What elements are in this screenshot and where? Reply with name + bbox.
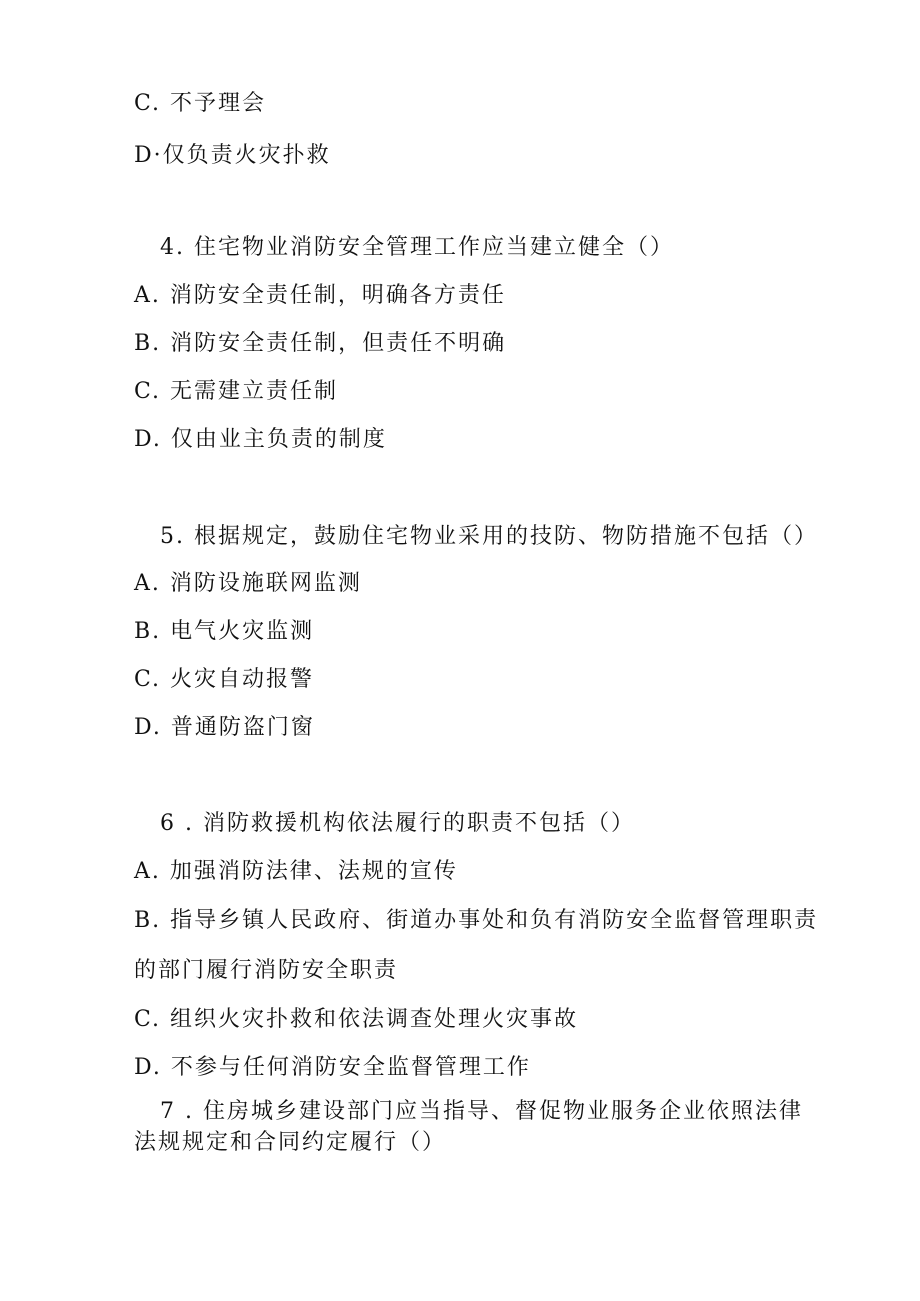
- option-a-q6: A. 加强消防法律、法规的宣传: [134, 859, 458, 884]
- question-4: 4. 住宅物业消防安全管理工作应当建立健全（）: [160, 235, 674, 260]
- option-c-q4: C. 无需建立责任制: [134, 379, 339, 404]
- option-b-q6: B. 指导乡镇人民政府、街道办事处和负有消防安全监督管理职责: [134, 908, 819, 933]
- option-d-q3: D·仅负责火灾扑救: [134, 143, 331, 168]
- option-a-q4: A. 消防安全责任制，明确各方责任: [134, 283, 506, 308]
- option-d-q5: D. 普通防盗门窗: [134, 715, 315, 740]
- question-7: 7 . 住房城乡建设部门应当指导、督促物业服务企业依照法律: [160, 1099, 803, 1124]
- option-b-q5: B. 电气火灾监测: [134, 619, 315, 644]
- option-b-q6-continuation: 的部门履行消防安全职责: [134, 958, 399, 983]
- question-5: 5. 根据规定，鼓励住宅物业采用的技防、物防措施不包括（）: [160, 524, 818, 549]
- question-7-continuation: 法规规定和合同约定履行（）: [134, 1130, 447, 1155]
- question-6: 6 . 消防救援机构依法履行的职责不包括（）: [160, 811, 635, 836]
- option-c-q5: C. 火灾自动报警: [134, 667, 315, 692]
- option-b-q4: B. 消防安全责任制，但责任不明确: [134, 331, 507, 356]
- option-c-q3: C. 不予理会: [134, 91, 267, 116]
- option-d-q4: D. 仅由业主负责的制度: [134, 427, 387, 452]
- option-d-q6: D. 不参与任何消防安全监督管理工作: [134, 1055, 531, 1080]
- option-c-q6: C. 组织火灾扑救和依法调查处理火灾事故: [134, 1007, 579, 1032]
- option-a-q5: A. 消防设施联网监测: [134, 571, 362, 596]
